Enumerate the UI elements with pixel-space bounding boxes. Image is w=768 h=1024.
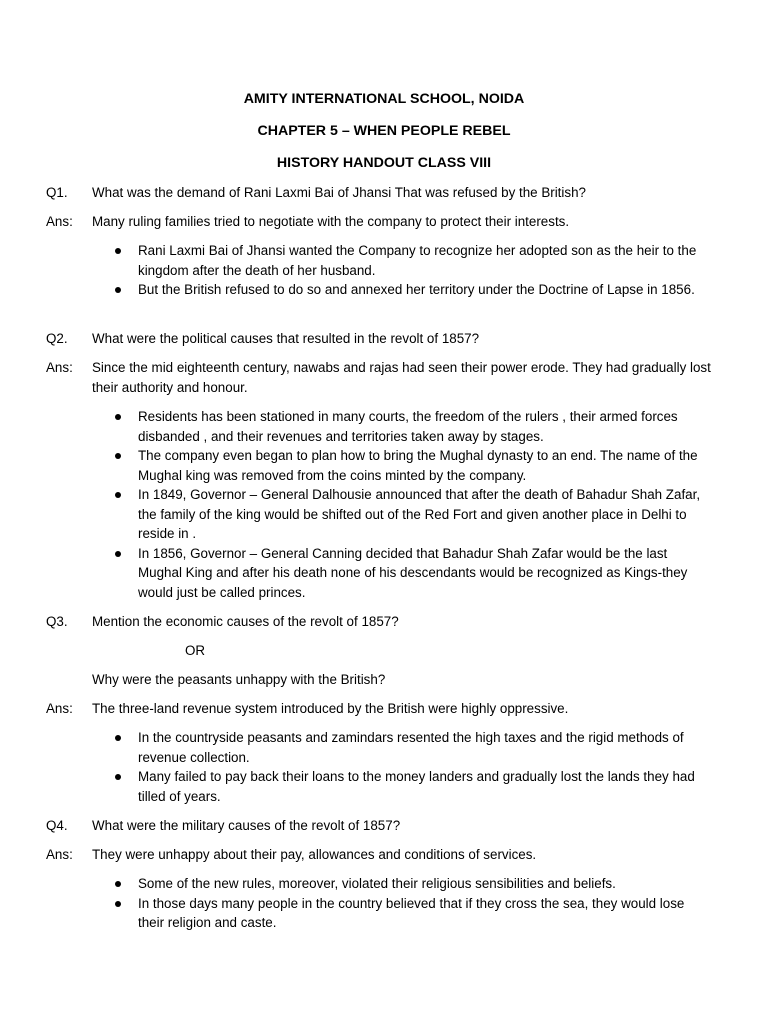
answer-text: Since the mid eighteenth century, nawabs and rajas had seen their power erode. They had gradually lost their authority and honour.	[92, 360, 711, 395]
or-separator: OR	[185, 643, 206, 658]
handout-title: HISTORY HANDOUT CLASS VIII	[276, 155, 492, 171]
answer-tag: Ans:	[46, 701, 73, 716]
question-3	[46, 612, 726, 632]
list-item: Residents has been stationed in many courts, the freedom of the rulers , their armed forces disbanded , and their revenues and territories taken away by stages.	[113, 407, 713, 446]
list-item: In 1849, Governor – General Dalhousie announced that after the death of Bahadur Shah Zafar, the family of the king would be shifted out of the Red Fort and given another place in Delhi to reside in .	[113, 485, 713, 544]
question-tag: Q3.	[46, 614, 68, 629]
bullet-icon	[115, 881, 121, 887]
question-text: What were the military causes of the revolt of 1857?	[92, 818, 401, 833]
question-tag: Q4.	[46, 818, 68, 833]
bullet-icon	[115, 492, 121, 498]
bullet-icon	[115, 287, 121, 293]
bullet-icon	[115, 774, 121, 780]
chapter-title: CHAPTER 5 – WHEN PEOPLE REBEL	[257, 123, 511, 139]
question-tag: Q2.	[46, 331, 68, 346]
bullet-icon	[115, 901, 121, 907]
answer-text: The three-land revenue system introduced by the British were highly oppressive.	[92, 701, 569, 716]
question-4	[46, 816, 726, 836]
list-item: Many failed to pay back their loans to the money landers and gradually lost the lands they had tilled of years.	[113, 767, 713, 806]
answer-text: Many ruling families tried to negotiate with the company to protect their interests.	[92, 214, 570, 229]
bullet-icon	[115, 414, 121, 420]
answer-3	[46, 699, 726, 719]
question-alt-text: Why were the peasants unhappy with the British?	[92, 672, 386, 687]
list-item: But the British refused to do so and annexed her territory under the Doctrine of Lapse in 1856.	[113, 280, 713, 300]
bullet-icon	[115, 551, 121, 557]
list-item: In those days many people in the country believed that if they cross the sea, they would lose their religion and caste.	[113, 894, 713, 933]
answer-2-bullets	[113, 407, 713, 602]
bullet-icon	[115, 735, 121, 741]
list-item: In the countryside peasants and zamindars resented the high taxes and the rigid methods of revenue collection.	[113, 728, 713, 767]
question-1	[46, 183, 726, 203]
list-item: The company even began to plan how to bring the Mughal dynasty to an end. The name of the Mughal king was removed from the coins minted by the company.	[113, 446, 713, 485]
answer-2	[46, 358, 726, 397]
question-2	[46, 329, 726, 349]
answer-1-bullets	[113, 241, 713, 300]
question-tag: Q1.	[46, 185, 68, 200]
answer-4-bullets	[113, 874, 713, 933]
answer-3-bullets	[113, 728, 713, 806]
list-item: Some of the new rules, moreover, violated their religious sensibilities and beliefs.	[113, 874, 713, 894]
list-item: In 1856, Governor – General Canning decided that Bahadur Shah Zafar would be the last Mughal King and after his death none of his descendants would be recognized as Kings-they would just be called princes.	[113, 544, 713, 603]
answer-tag: Ans:	[46, 214, 73, 229]
answer-tag: Ans:	[46, 360, 73, 375]
answer-text: They were unhappy about their pay, allowances and conditions of services.	[92, 847, 537, 862]
question-text: What were the political causes that resulted in the revolt of 1857?	[92, 331, 480, 346]
bullet-icon	[115, 248, 121, 254]
list-item: Rani Laxmi Bai of Jhansi wanted the Company to recognize her adopted son as the heir to the kingdom after the death of her husband.	[113, 241, 713, 280]
answer-tag: Ans:	[46, 847, 73, 862]
school-title: AMITY INTERNATIONAL SCHOOL, NOIDA	[243, 91, 525, 107]
question-text: What was the demand of Rani Laxmi Bai of Jhansi That was refused by the British?	[92, 185, 586, 200]
answer-4	[46, 845, 726, 865]
answer-1	[46, 212, 726, 232]
question-text: Mention the economic causes of the revolt of 1857?	[92, 614, 399, 629]
bullet-icon	[115, 453, 121, 459]
question-3-alt	[46, 670, 726, 690]
